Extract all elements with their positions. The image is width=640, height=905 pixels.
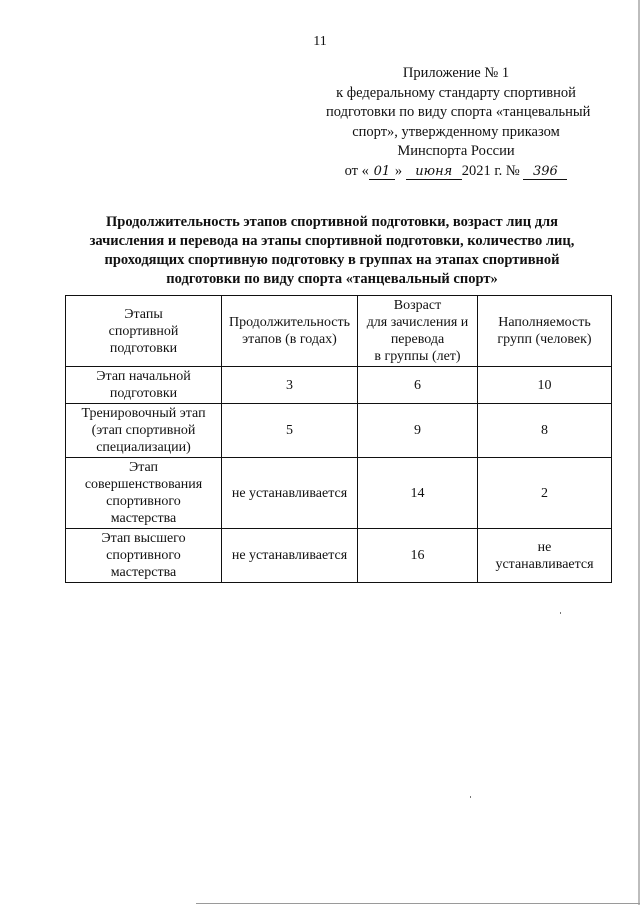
appendix-line: спорт», утвержденному приказом	[352, 123, 560, 140]
title-line: зачисления и перевода на этапы спортивной подготовки, количество лиц,	[89, 233, 575, 249]
table-row	[66, 367, 612, 404]
page-number: 11	[313, 34, 327, 49]
appendix-line: к федеральному стандарту спортивной	[336, 84, 576, 101]
cell-stage: Этап начальной подготовки	[66, 367, 222, 404]
cell-duration: 3	[222, 367, 358, 404]
cell-stage: Этап высшего спортивного мастерства	[66, 529, 222, 583]
order-prefix: от «	[344, 162, 369, 179]
appendix-line: Минспорта России	[397, 143, 515, 159]
appendix-line: подготовки по виду спорта «танцевальный	[326, 104, 591, 120]
cell-duration: 5	[222, 404, 358, 458]
table-header-row	[66, 296, 612, 367]
header-stages: Этапы спортивной подготовки	[66, 296, 222, 367]
cell-age: 9	[358, 404, 478, 458]
stages-table	[65, 295, 612, 583]
cell-age: 16	[358, 529, 478, 583]
cell-group-size: 8	[478, 404, 612, 458]
header-group-size: Наполняемость групп (человек)	[478, 296, 612, 367]
cell-stage: Этап совершенствования спортивного мастерства	[66, 458, 222, 529]
order-month-handwritten: июня	[406, 164, 462, 180]
order-day-handwritten: 01	[369, 164, 395, 180]
scan-speck	[470, 796, 471, 798]
title-line: проходящих спортивную подготовку в группах на этапах спортивной	[104, 252, 560, 268]
order-mid: »	[394, 162, 406, 179]
table-row	[66, 404, 612, 458]
order-line	[326, 162, 586, 182]
cell-age: 14	[358, 458, 478, 529]
order-year: 2021 г. №	[461, 162, 524, 179]
cell-group-size: 2	[478, 458, 612, 529]
cell-age: 6	[358, 367, 478, 404]
scan-speck	[560, 612, 561, 614]
title-line: подготовки по виду спорта «танцевальный спорт»	[166, 271, 498, 287]
title-line: Продолжительность этапов спортивной подготовки, возраст лиц для	[105, 214, 559, 230]
scan-bottom-edge	[196, 903, 640, 904]
document-title	[64, 213, 600, 289]
table-row	[66, 529, 612, 583]
cell-group-size: 10	[478, 367, 612, 404]
appendix-line: Приложение № 1	[402, 65, 510, 81]
cell-duration: не устанавливается	[222, 458, 358, 529]
header-age: Возраст для зачисления и перевода в группы (лет)	[358, 296, 478, 367]
cell-group-size: не устанавливается	[478, 529, 612, 583]
cell-stage: Тренировочный этап (этап спортивной специализации)	[66, 404, 222, 458]
order-number-handwritten: 396	[523, 164, 567, 180]
header-duration: Продолжительность этапов (в годах)	[222, 296, 358, 367]
table-row	[66, 458, 612, 529]
cell-duration: не устанавливается	[222, 529, 358, 583]
appendix-header	[326, 64, 591, 181]
